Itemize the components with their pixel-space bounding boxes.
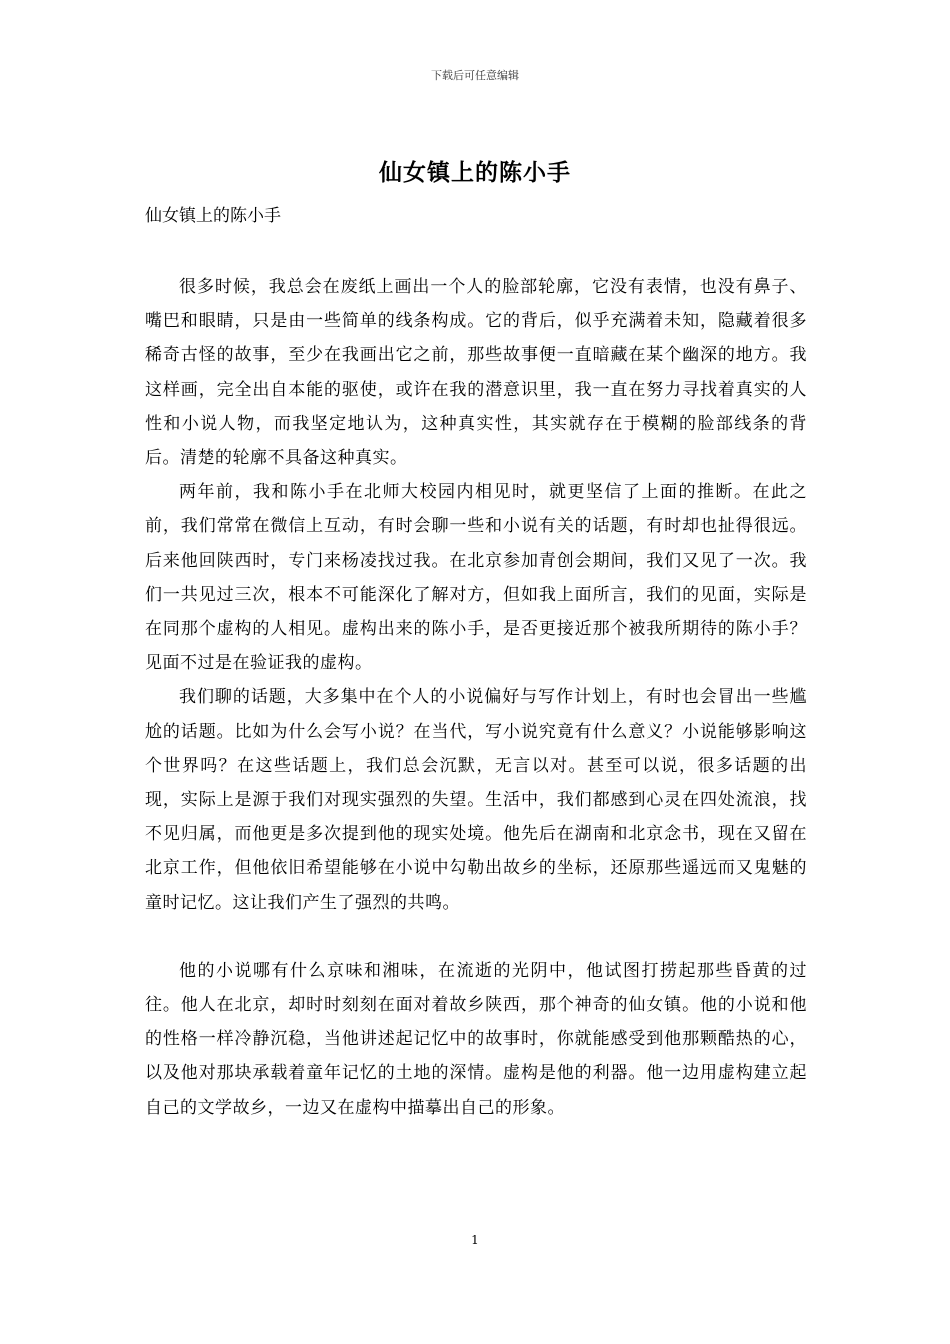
page-number: 1 xyxy=(471,1233,479,1247)
paragraph-gap xyxy=(145,920,807,954)
header-note: 下载后可任意编辑 xyxy=(431,69,519,82)
paragraph: 很多时候，我总会在废纸上画出一个人的脸部轮廓，它没有表情，也没有鼻子、嘴巴和眼睛，只是由一些简单的线条构成。它的背后，似乎充满着未知，隐藏着很多稀奇古怪的故事，至少在我画出它之前，那些故事便一直暗藏在某个幽深的地方。我这样画，完全出自本能的驱使，或许在我的潜意识里，我一直在努力寻找着真实的人性和小说人物，而我坚定地认为，这种真实性，其实就存在于模糊的脸部线条的背后。清楚的轮廓不具备这种真实。 xyxy=(145,277,807,469)
document-subtitle: 仙女镇上的陈小手 xyxy=(145,206,281,226)
paragraph: 我们聊的话题，大多集中在个人的小说偏好与写作计划上，有时也会冒出一些尴尬的话题。比如为什么会写小说？在当代，写小说究竟有什么意义？小说能够影响这个世界吗？在这些话题上，我们总会沉默，无言以对。甚至可以说，很多话题的出现，实际上是源于我们对现实强烈的失望。生活中，我们都感到心灵在四处流浪，找不见归属，而他更是多次提到他的现实处境。他先后在湖南和北京念书，现在又留在北京工作，但他依旧希望能够在小说中勾勒出故乡的坐标，还原那些遥远而又鬼魅的童时记忆。这让我们产生了强烈的共鸣。 xyxy=(145,687,807,913)
paragraph: 他的小说哪有什么京味和湘味，在流逝的光阴中，他试图打捞起那些昏黄的过往。他人在北京，却时时刻刻在面对着故乡陕西，那个神奇的仙女镇。他的小说和他的性格一样冷静沉稳，当他讲述起记忆中的故事时，你就能感受到他那颗酷热的心，以及他对那块承载着童年记忆的土地的深情。虚构是他的利器。他一边用虚构建立起自己的文学故乡，一边又在虚构中描摹出自己的形象。 xyxy=(145,960,807,1118)
body-text xyxy=(145,270,807,1125)
document-title: 仙女镇上的陈小手 xyxy=(379,159,571,186)
paragraph: 两年前，我和陈小手在北师大校园内相见时，就更坚信了上面的推断。在此之前，我们常常在微信上互动，有时会聊一些和小说有关的话题，有时却也扯得很远。后来他回陕西时，专门来杨凌找过我。在北京参加青创会期间，我们又见了一次。我们一共见过三次，根本不可能深化了解对方，但如我上面所言，我们的见面，实际是在同那个虚构的人相见。虚构出来的陈小手，是否更接近那个被我所期待的陈小手？见面不过是在验证我的虚构。 xyxy=(145,482,807,674)
